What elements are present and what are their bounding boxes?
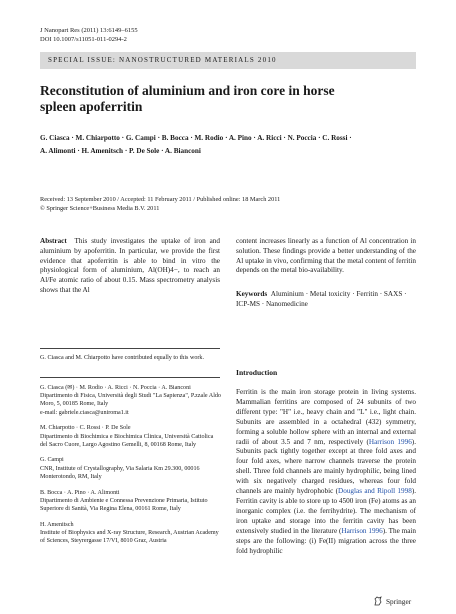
- affiliation-item: B. Bocca · A. Pino · A. Alimonti Dipartimento di Ambiente e Connessa Prevenzione Primaria, Istituto Superiore di Sanità, Via Regina Elena, 00161 Rome, Italy: [40, 489, 208, 512]
- intro-text: Ferritin is the main iron storage protein in living systems. Mammalian ferritins are composed of 24 subunits of two different type: "H" i.e., heavy chain and "L" i.e., light chain. Subunits are assembled in a octahedral (432) symmetry, forming a soluble hollow sphere with an internal and external radii of about 3.5 and 7 nm, respectively (: [236, 388, 416, 446]
- affiliations: [40, 384, 222, 553]
- author-list: G. Ciasca · M. Chiarpotto · G. Campi · B. Bocca · M. Rodio · A. Pino · A. Ricci · N. Poccia · C. Rossi · A. Alimonti · H. Amenitsch · P. De Sole · A. Bianconi: [40, 134, 352, 155]
- intro-text: ). Ferritin cavity is able to store up to 4500 iron (Fe) atoms as an inorganic complex (i.e. the ferrihydrite). The mechanism of iron uptake and storage into the ferritin cavity has been extensively studied in the literature (: [236, 487, 417, 535]
- affiliation-item: M. Chiarpotto · C. Rossi · P. De Sole Dipartimento di Biochimica e Biochimica Clinica, Università Cattolica del Sacro Cuore, Largo Agostino Gemelli, 8, 00168 Rome, Italy: [40, 425, 214, 448]
- intro-text: ). The main steps are the following: (i) Fe(II) migration across the three fold hydrophilic: [236, 526, 417, 555]
- history-dates: Received: 13 September 2010 / Accepted: 11 February 2011 / Published online: 18 March 2011: [40, 196, 281, 203]
- citation-link[interactable]: Harrison 1996: [341, 526, 383, 535]
- keywords-text: Aluminium · Metal toxicity · Ferritin · SAXS · ICP-MS · Nanomedicine: [236, 290, 407, 308]
- keywords: [236, 290, 416, 310]
- publication-dates: [40, 196, 280, 214]
- copyright-line: © Springer Science+Business Media B.V. 2011: [40, 204, 160, 212]
- citation-link[interactable]: Harrison 1996: [368, 437, 412, 446]
- abstract-text-right: content increases linearly as a function of Al concentration in solution. These findings provide a better understanding of the Al uptake in vivo, confirming that the metal content of ferritin depends on the metal bio-availability.: [236, 237, 416, 275]
- citation-link[interactable]: Douglas and Ripoll 1998: [338, 487, 412, 496]
- abstract-right-column: [236, 237, 416, 310]
- footnote-divider: [40, 348, 220, 349]
- publisher-name: Springer: [386, 596, 412, 606]
- paper-title: Reconstitution of aluminium and iron core in horse spleen apoferritin: [40, 83, 335, 114]
- affiliation-item: H. Amenitsch Institute of Biophysics and X-ray Structure, Research, Austrian Academy of Sciences, Steyrergasse 17/VI, 8010 Graz, Austria: [40, 521, 219, 545]
- journal-doi: DOI 10.1007/s11051-011-0294-2: [40, 36, 127, 43]
- journal-citation: J Nanopart Res (2011) 13:6149–6155: [40, 27, 138, 34]
- keywords-label: Keywords: [236, 290, 268, 299]
- abstract-label: Abstract: [40, 237, 67, 245]
- affiliation-item: G. Ciasca (✉) · M. Rodio · A. Ricci · N. Poccia · A. Bianconi Dipartimento di Fisica, Università degli Studi "La Sapienza", P.zzale Aldo Moro, 5, 00185 Rome, Italy e-mail: gabriele.ciasca@uniroma1.it: [40, 385, 221, 416]
- journal-header: [40, 26, 138, 44]
- abstract-text-left: This study investigates the uptake of iron and aluminium by apoferritin. In particular, we provide the first evidence that apoferritin is able to bind in vitro the physiological form of aluminium, Al(OH)4−, to reach an Al/Fe atomic ratio of about 0.15. Mass spectrometry analysis shows that the Al: [40, 237, 220, 294]
- special-issue-banner: SPECIAL ISSUE: NANOSTRUCTURED MATERIALS 2010: [40, 52, 416, 69]
- affiliation-item: G. Campi CNR, Institute of Crystallography, Via Salaria Km 29.300, 00016 Monterotondo, RM, Italy: [40, 457, 200, 480]
- publisher-logo: [373, 596, 411, 606]
- abstract-left-column: [40, 237, 220, 296]
- affiliation-divider: [40, 377, 220, 378]
- intro-text: ). Subunits pack tightly together except at three fold axes and four fold axes, where narrow channels traverse the protein shell. Three fold channels are mainly hydrophilic, being lined with six negatively charged residues, whereas four fold channels are mainly hydrophobic (: [236, 437, 416, 496]
- contribution-note: G. Ciasca and M. Chiarpotto have contributed equally to this work.: [40, 355, 204, 361]
- introduction-heading: Introduction: [236, 368, 278, 377]
- introduction-body: [236, 388, 416, 556]
- springer-horse-icon: [373, 596, 383, 606]
